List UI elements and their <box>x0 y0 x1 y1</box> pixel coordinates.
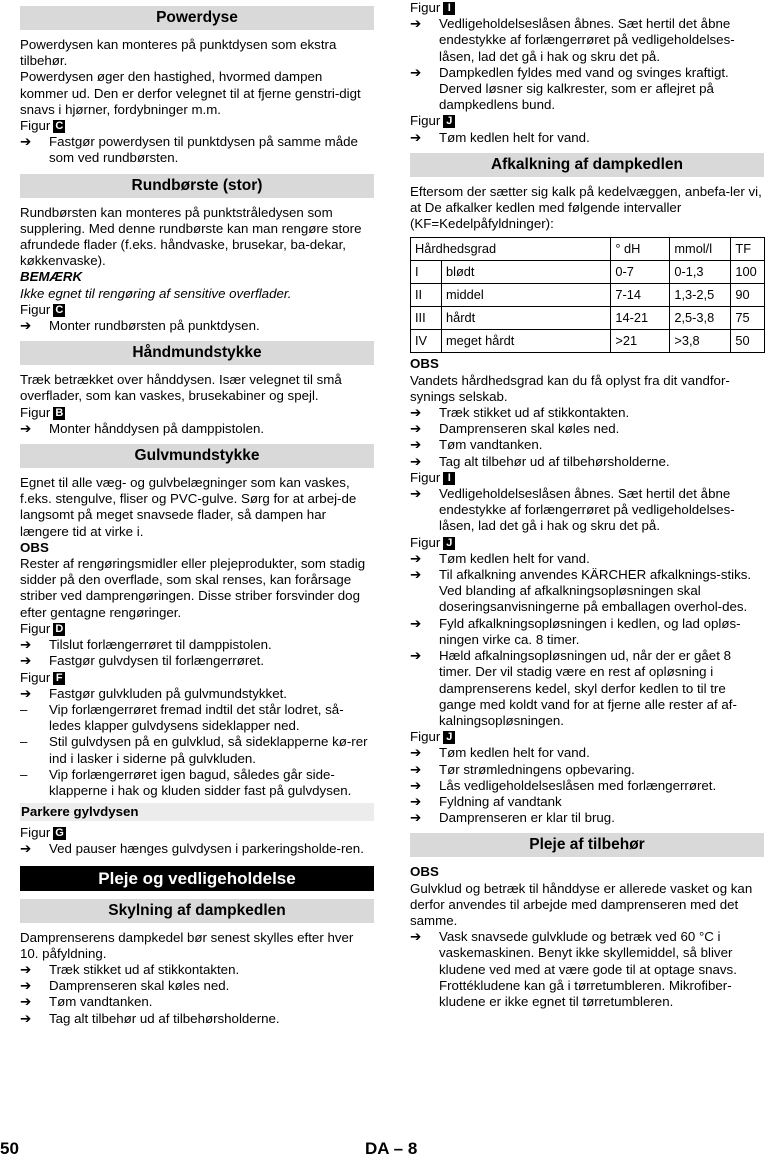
step-item: ➔ Ved pauser hænges gulvdysen i parkeringsholde-ren. <box>20 841 364 857</box>
arrow-icon: ➔ <box>20 1010 32 1026</box>
table-cell: 2,5-3,8 <box>670 307 731 330</box>
table-header-cell: TF <box>731 238 765 261</box>
step-item: ➔ Tøm kedlen helt for vand. <box>410 745 590 761</box>
step-item: ➔ Fyld afkalkningsopløsningen i kedlen, og lad opløs-ningen virke ca. 8 timer. <box>410 615 741 647</box>
arrow-icon: ➔ <box>20 318 32 334</box>
table-cell: hårdt <box>442 307 611 330</box>
table-cell: >21 <box>611 330 670 353</box>
arrow-icon: ➔ <box>20 637 32 653</box>
step-item: ➔ Fastgør gulvkluden på gulvmundstykket. <box>20 685 287 701</box>
figure-badge: I <box>443 472 455 485</box>
step-item: ➔ Damprenseren skal køles ned. <box>410 421 620 437</box>
step-item: ➔ Tøm kedlen helt for vand. <box>410 550 590 566</box>
paragraph: Eftersom der sætter sig kalk på kedelvæggen, anbefa-ler vi, at De afkalker kedlen med følgende intervaller (KF=Kedelpåfyldninger): <box>410 183 762 232</box>
arrow-icon: ➔ <box>410 810 422 826</box>
figure-badge: G <box>55 827 64 840</box>
right-column <box>410 0 764 1010</box>
table-cell: 0-7 <box>611 261 670 284</box>
step-item: ➔ Lås vedligeholdelseslåsen med forlængerrøret. <box>410 777 717 793</box>
arrow-icon: ➔ <box>410 745 422 761</box>
figure-reference: Figur J <box>410 729 764 745</box>
figure-reference: Figur G <box>20 825 64 841</box>
figure-reference: Figur B <box>20 405 374 421</box>
obs-text: Gulvklud og betræk til hånddyse er allerede vasket og kan derfor anvendes til arbejde med damprenseren med det samme. <box>410 880 753 928</box>
arrow-icon: ➔ <box>410 405 422 421</box>
step-item: ➔ Monter hånddysen på damppistolen. <box>20 420 265 436</box>
dash-icon: – <box>20 701 28 717</box>
table-row <box>411 307 765 330</box>
step-item: ➔ Fyldning af vandtank <box>410 793 562 809</box>
obs-text: Vandets hårdhedsgrad kan du få oplyst fra dit vandfor-synings selskab. <box>410 372 730 404</box>
step-item: ➔ Til afkalkning anvendes KÄRCHER afkalknings-stiks. Ved blanding af afkalkningsopløsningen skal doseringsanvisningerne på emballagen overhol-des. <box>410 567 752 615</box>
arrow-icon: ➔ <box>20 420 32 436</box>
table-cell: I <box>411 261 442 284</box>
figure-badge: D <box>53 623 65 636</box>
figure-badge: F <box>53 672 65 685</box>
figure-reference: Figur C <box>20 118 374 134</box>
step-item: ➔ Tøm vandtanken. <box>20 994 153 1010</box>
arrow-icon: ➔ <box>410 793 422 809</box>
section-header-rundborste: Rundbørste (stor) <box>20 174 374 198</box>
section-header-handmundstykke: Håndmundstykke <box>20 341 374 365</box>
table-row <box>411 261 765 284</box>
step-item: ➔ Vedligeholdelseslåsen åbnes. Sæt hertil det åbne endestykke af forlængerrøret på vedligeholdelses-låsen, lad det gå i hak og skru det på. <box>410 16 735 64</box>
arrow-icon: ➔ <box>410 453 422 469</box>
section-header-powerdyse: Powerdyse <box>20 6 374 30</box>
table-cell: 50 <box>731 330 765 353</box>
section-header-tilbehor: Pleje af tilbehør <box>410 833 764 857</box>
arrow-icon: ➔ <box>410 16 422 32</box>
obs-label: OBS <box>20 539 49 555</box>
table-header-row <box>411 238 765 261</box>
section-header-skylning: Skylning af dampkedlen <box>20 899 374 923</box>
page-number: 50 <box>0 1139 19 1157</box>
arrow-icon: ➔ <box>20 841 32 857</box>
arrow-icon: ➔ <box>410 777 422 793</box>
figure-reference: Figur D <box>20 621 374 637</box>
figure-badge: C <box>53 120 65 133</box>
paragraph: Egnet til alle væg- og gulvbelægninger som kan vaskes, f.eks. stengulve, fliser og PVC-gulve. Sørg for at arbej-de langsomt på meget snavsede flader, så dampen har længere tid at virke i. <box>20 475 357 539</box>
figure-badge: J <box>443 537 455 550</box>
obs-label: OBS <box>410 864 439 880</box>
table-header-cell: Hårdhedsgrad <box>411 238 611 261</box>
table-cell: 100 <box>731 261 765 284</box>
step-item: ➔ Vask snavsede gulvklude og betræk ved 60 °C i vaskemaskinen. Benyt ikke skyllemiddel, så bliver kludene ved med at være gode til at optage snavs. Frottékludene kan gå i tørretumbleren. Mikrofiber-kludene er ikke egnet til tørretumbleren. <box>410 929 737 1009</box>
arrow-icon: ➔ <box>410 929 422 945</box>
table-cell: 75 <box>731 307 765 330</box>
step-item: ➔ Træk stikket ud af stikkontakten. <box>410 405 630 421</box>
hardness-table <box>410 237 765 353</box>
note-text: Ikke egnet til rengøring af sensitive overflader. <box>20 285 292 301</box>
section-header-afkalkning: Afkalkning af dampkedlen <box>410 153 764 177</box>
step-item: ➔ Damprenseren skal køles ned. <box>20 978 230 994</box>
arrow-icon: ➔ <box>20 653 32 669</box>
table-cell: 0-1,3 <box>670 261 731 284</box>
section-header-gulvmundstykke: Gulvmundstykke <box>20 444 374 468</box>
dash-item: – Vip forlængerrøret igen bagud, således går side-klapperne i hak og kluden sidder fast på gulvdysen. <box>20 766 352 798</box>
figure-reference: Figur C <box>20 302 374 318</box>
obs-text: Rester af rengøringsmidler eller plejeprodukter, som stadig sidder på den overflade, som skal renses, kan forårsage striber ved damprengøringen. Disse striber forsvinder dog efter gentagne rengøringer. <box>20 556 366 620</box>
step-item: ➔ Fastgør gulvdysen til forlængerrøret. <box>20 653 265 669</box>
arrow-icon: ➔ <box>410 486 422 502</box>
left-column <box>20 6 374 1027</box>
arrow-icon: ➔ <box>410 648 422 664</box>
table-cell: II <box>411 284 442 307</box>
dash-item: – Vip forlængerrøret fremad indtil det står lodret, så-ledes klapper gulvdysens sideklapper ned. <box>20 701 344 734</box>
table-cell: IV <box>411 330 442 353</box>
table-cell: blødt <box>442 261 611 284</box>
figure-badge: J <box>443 731 455 744</box>
step-item: ➔ Tøm vandtanken. <box>410 437 543 453</box>
table-header-cell: ° dH <box>611 238 670 261</box>
figure-reference: Figur I <box>410 0 764 16</box>
note-label: BEMÆRK <box>20 269 83 285</box>
table-cell: 14-21 <box>611 307 670 330</box>
document-code: DA – 8 <box>365 1139 418 1157</box>
paragraph: Powerdysen kan monteres på punktdysen som ekstra tilbehør. <box>20 37 337 69</box>
arrow-icon: ➔ <box>20 961 32 977</box>
figure-badge: C <box>53 304 65 317</box>
step-item: ➔ Tilslut forlængerrøret til damppistolen. <box>20 637 272 653</box>
subsection-header-parkere: Parkere gylvdysen <box>20 803 374 821</box>
figure-reference: Figur J <box>410 535 764 551</box>
table-cell: meget hårdt <box>442 330 611 353</box>
paragraph: Rundbørsten kan monteres på punktstråledysen som supplering. Med denne rundbørste kan man rengøre store afrundede flader (f.eks. håndvaske, brusekar, ba-dekar, køkkenvaske). <box>20 204 362 269</box>
step-item: ➔ Tag alt tilbehør ud af tilbehørsholderne. <box>20 1010 280 1026</box>
arrow-icon: ➔ <box>410 550 422 566</box>
arrow-icon: ➔ <box>410 761 422 777</box>
step-item: ➔ Damprenseren er klar til brug. <box>410 810 615 826</box>
table-cell: 1,3-2,5 <box>670 284 731 307</box>
figure-badge: B <box>53 407 65 420</box>
step-item: ➔ Dampkedlen fyldes med vand og svinges kraftigt. Derved løsner sig kalkrester, som er aflejret på dampkedlens bund. <box>410 64 729 113</box>
dash-icon: – <box>20 734 28 750</box>
paragraph: Damprenserens dampkedel bør senest skylles efter hver 10. påfyldning. <box>20 929 354 961</box>
table-cell: middel <box>442 284 611 307</box>
chapter-header-pleje: Pleje og vedligeholdelse <box>20 866 374 891</box>
arrow-icon: ➔ <box>20 685 32 701</box>
figure-reference: Figur I <box>410 470 764 486</box>
arrow-icon: ➔ <box>410 421 422 437</box>
arrow-icon: ➔ <box>20 134 32 150</box>
step-item: ➔ Fastgør powerdysen til punktdysen på samme måde som ved rundbørsten. <box>20 134 358 166</box>
dash-item: – Stil gulvdysen på en gulvklud, så sideklapperne kø-rer ind i lasker i siderne på gulvkluden. <box>20 734 368 766</box>
table-row <box>411 330 765 353</box>
arrow-icon: ➔ <box>410 615 422 631</box>
step-item: ➔ Monter rundbørsten på punktdysen. <box>20 318 260 334</box>
table-cell: III <box>411 307 442 330</box>
arrow-icon: ➔ <box>20 978 32 994</box>
dash-icon: – <box>20 766 28 782</box>
step-item: ➔ Hæld afkalningsopløsningen ud, når der er gået 8 timer. Der vil stadig være en rest af opløsning i damprenserens kedel, skyl derfor kedlen to til tre gange med koldt vand for at fjerne alle rester af af-kalningsopløsningen. <box>410 648 737 728</box>
table-cell: >3,8 <box>670 330 731 353</box>
arrow-icon: ➔ <box>410 567 422 583</box>
step-item: ➔ Tøm kedlen helt for vand. <box>410 129 590 145</box>
figure-reference: Figur J <box>410 113 764 129</box>
figure-badge: J <box>443 115 455 128</box>
step-item: ➔ Træk stikket ud af stikkontakten. <box>20 961 240 977</box>
arrow-icon: ➔ <box>410 64 422 80</box>
table-cell: 90 <box>731 284 765 307</box>
figure-badge: I <box>443 2 455 15</box>
table-cell: 7-14 <box>611 284 670 307</box>
table-row <box>411 284 765 307</box>
arrow-icon: ➔ <box>410 437 422 453</box>
arrow-icon: ➔ <box>20 994 32 1010</box>
arrow-icon: ➔ <box>410 129 422 145</box>
table-header-cell: mmol/l <box>670 238 731 261</box>
obs-label: OBS <box>410 356 439 372</box>
step-item: ➔ Tør strømledningens opbevaring. <box>410 761 635 777</box>
paragraph: Powerdysen øger den hastighed, hvormed dampen kommer ud. Den er derfor velegnet til at fjerne genstri-digt snavs i hjørner, fordybninger m.m. <box>20 69 361 117</box>
figure-reference: Figur F <box>20 670 374 686</box>
step-item: ➔ Vedligeholdelseslåsen åbnes. Sæt hertil det åbne endestykke af forlængerrøret på vedligeholdelses-låsen, lad det gå i hak og skru det på. <box>410 486 735 534</box>
paragraph: Træk betrækket over hånddysen. Især velegnet til små overflader, som kan vaskes, brusekabiner og spejl. <box>20 372 342 404</box>
step-item: ➔ Tag alt tilbehør ud af tilbehørsholderne. <box>410 453 670 469</box>
